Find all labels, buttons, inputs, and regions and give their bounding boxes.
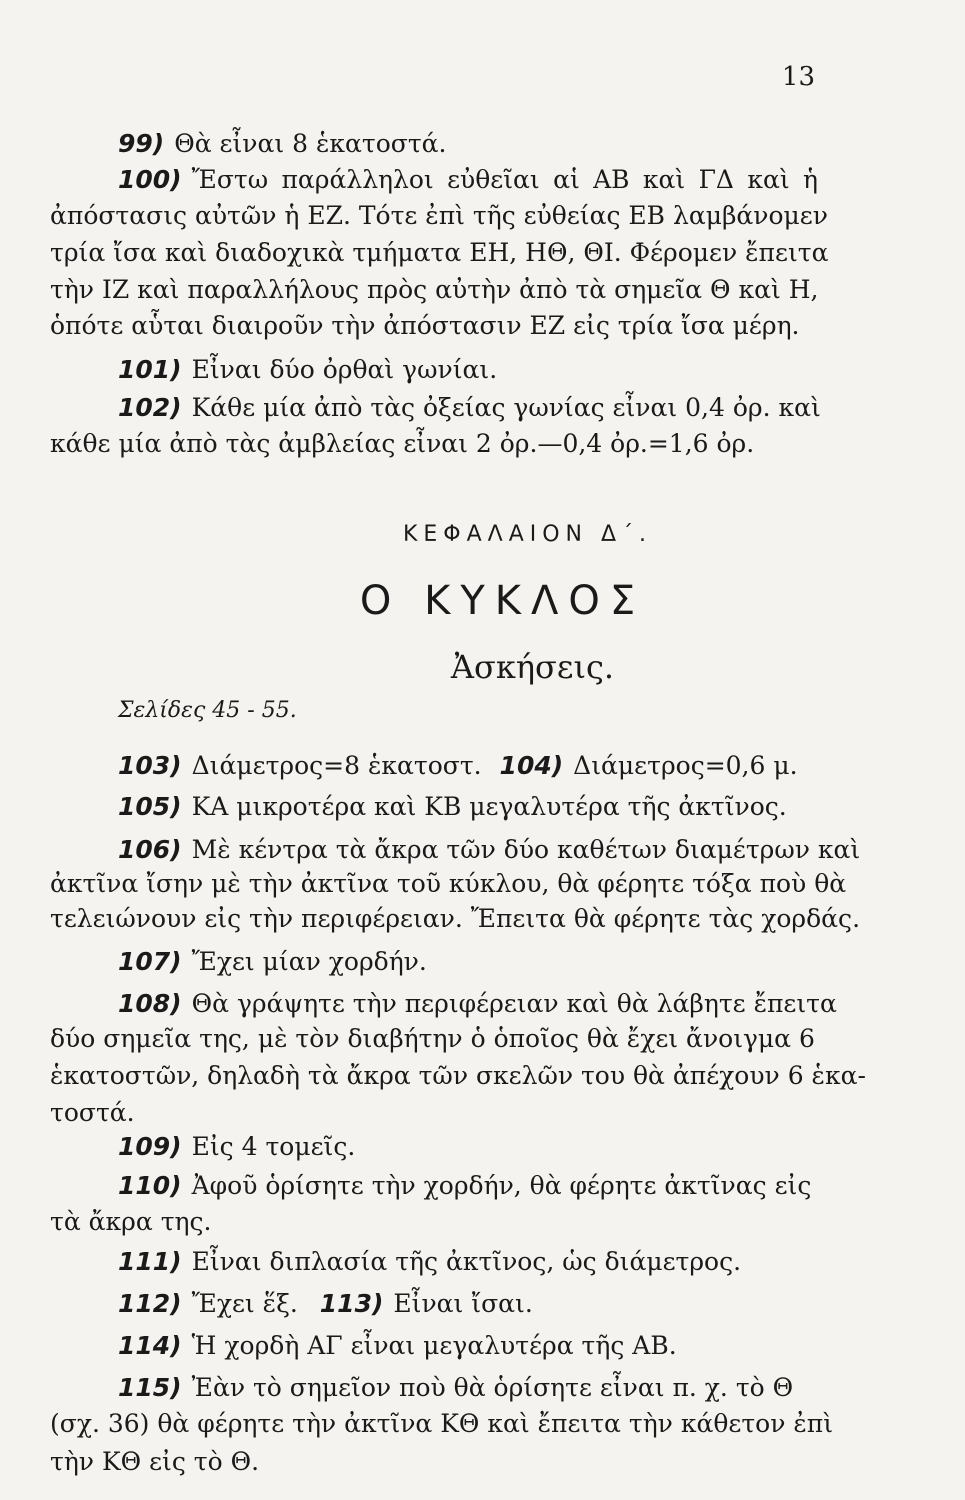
exercise-number: 105) [118,792,182,821]
answer-line [50,903,861,935]
chapter-subtitle: Ἀσκήσεις. [450,648,615,686]
answer-line [50,310,830,342]
answer-text: Ἀφοῦ ὁρίσητε τὴν χορδήν, θὰ φέρητε ἀκτῖνας εἰς [191,1171,812,1200]
answer-text: τὰ ἄκρα της. [50,1207,212,1236]
exercise-number: 112) [118,1289,182,1318]
answer-text: Θὰ εἶναι 8 ἑκατοστά. [174,129,447,158]
exercise-number: 104) [499,751,564,780]
answer-text: Θὰ γράψητε τὴν περιφέρειαν καὶ θὰ λάβητε ἔπειτα [191,989,837,1018]
answer-line [118,1288,898,1320]
answer-text: ΚΑ μικροτέρα καὶ ΚΒ μεγαλυτέρα τῆς ἀκτῖνος. [191,792,787,821]
answer-line [118,750,898,782]
exercise-number: 108) [118,989,182,1018]
answer-text: Εἶναι ἴσαι. [393,1289,533,1318]
answer-text: Ἔχει μίαν χορδήν. [191,947,427,976]
answer-text: Εἰς 4 τομεῖς. [191,1132,356,1161]
exercise-number: 102) [118,393,182,422]
answer-line [118,164,818,196]
answer-line [118,988,898,1020]
answer-line [50,200,830,232]
exercise-number: 111) [118,1247,182,1276]
answer-text: ὁπότε αὗται διαιροῦν τὴν ἀπόστασιν ΕΖ εἰς τρία ἴσα μέρη. [50,311,800,340]
exercise-number: 107) [118,947,182,976]
answer-line [118,1170,898,1202]
answer-text: τρία ἴσα καὶ διαδοχικὰ τμήματα ΕΗ, ΗΘ, ΘΙ. Φέρομεν ἔπειτα [50,238,829,267]
answer-text: Διάμετρος=0,6 μ. [573,751,798,780]
answer-line [50,1060,866,1092]
page-reference: Σελίδες 45 - 55. [118,698,297,723]
answer-text: (σχ. 36) θὰ φέρητε τὴν ἀκτῖνα ΚΘ καὶ ἔπειτα τὴν κάθετον ἐπὶ [50,1409,834,1438]
answer-line [50,1408,834,1440]
answer-line [118,1372,898,1404]
answer-text: τοστά. [50,1098,135,1127]
answer-line [118,1246,898,1278]
answer-line [118,834,898,866]
answer-text: δύο σημεῖα της, μὲ τὸν διαβήτην ὁ ὁποῖος θὰ ἔχει ἄνοιγμα 6 [50,1024,815,1053]
answer-text: ἀπόστασις αὐτῶν ἡ ΕΖ. Τότε ἐπὶ τῆς εὐθείας ΕΒ λαμβάνομεν [50,201,828,230]
answer-text: Ἡ χορδὴ ΑΓ εἶναι μεγαλυτέρα τῆς ΑΒ. [191,1331,677,1360]
answer-line [50,274,830,306]
answer-text: Εἶναι δύο ὀρθαὶ γωνίαι. [191,355,498,384]
exercise-number: 110) [118,1171,182,1200]
answer-line [50,1206,830,1238]
answer-text: Ἔστω παράλληλοι εὐθεῖαι αἱ ΑΒ καὶ ΓΔ καὶ ἡ [191,165,818,194]
answer-text: ἀκτῖνα ἴσην μὲ τὴν ἀκτῖνα τοῦ κύκλου, θὰ φέρητε τόξα ποὺ θὰ [50,869,847,898]
exercise-number: 100) [118,165,182,194]
chapter-title: Ο ΚΥΚΛΟΣ [359,578,646,624]
answer-line [118,354,898,386]
answer-text: Μὲ κέντρα τὰ ἄκρα τῶν δύο καθέτων διαμέτρων καὶ [191,835,861,864]
exercise-number: 114) [118,1331,182,1360]
answer-line [50,1097,830,1129]
answer-line [50,868,847,900]
answer-text: Εἶναι διπλασία τῆς ἀκτῖνος, ὡς διάμετρος. [191,1247,742,1276]
answer-line [50,428,830,460]
exercise-number: 109) [118,1132,182,1161]
answer-text: τελειώνουν εἰς τὴν περιφέρειαν. Ἔπειτα θὰ φέρητε τὰς χορδάς. [50,904,861,933]
answer-line [118,392,898,424]
answer-line [118,1131,898,1163]
answer-line [50,1023,830,1055]
answer-line [50,237,830,269]
answer-text: Διάμετρος=8 ἑκατοστ. [191,751,482,780]
exercise-number: 101) [118,355,182,384]
answer-text: ἑκατοστῶν, δηλαδὴ τὰ ἄκρα τῶν σκελῶν του θὰ ἀπέχουν 6 ἑκα- [50,1061,866,1090]
exercise-number: 99) [118,129,165,158]
answer-text: τὴν ΙΖ καὶ παραλλήλους πρὸς αὐτὴν ἀπὸ τὰ σημεῖα Θ καὶ Η, [50,275,819,304]
answer-line [118,946,898,978]
answer-text: Κάθε μία ἀπὸ τὰς ὀξείας γωνίας εἶναι 0,4 ὀρ. καὶ [191,393,821,422]
answer-text: Ἐὰν τὸ σημεῖον ποὺ θὰ ὁρίσητε εἶναι π. χ. τὸ Θ [191,1373,794,1402]
answer-text: κάθε μία ἀπὸ τὰς ἀμβλείας εἶναι 2 ὀρ.—0,4 ὀρ.=1,6 ὀρ. [50,429,755,458]
answer-text: τὴν ΚΘ εἰς τὸ Θ. [50,1447,260,1476]
exercise-number: 106) [118,835,182,864]
answer-text: Ἔχει ἕξ. [191,1289,298,1318]
chapter-label: ΚΕΦΑΛΑΙΟΝ Δ΄. [402,522,653,547]
answer-line [118,1330,898,1362]
answer-line [118,128,898,160]
exercise-number: 103) [118,751,182,780]
page-number: 13 [781,62,815,92]
answer-line [50,1446,830,1478]
answer-line [118,791,898,823]
exercise-number: 115) [118,1373,182,1402]
exercise-number: 113) [319,1289,384,1318]
